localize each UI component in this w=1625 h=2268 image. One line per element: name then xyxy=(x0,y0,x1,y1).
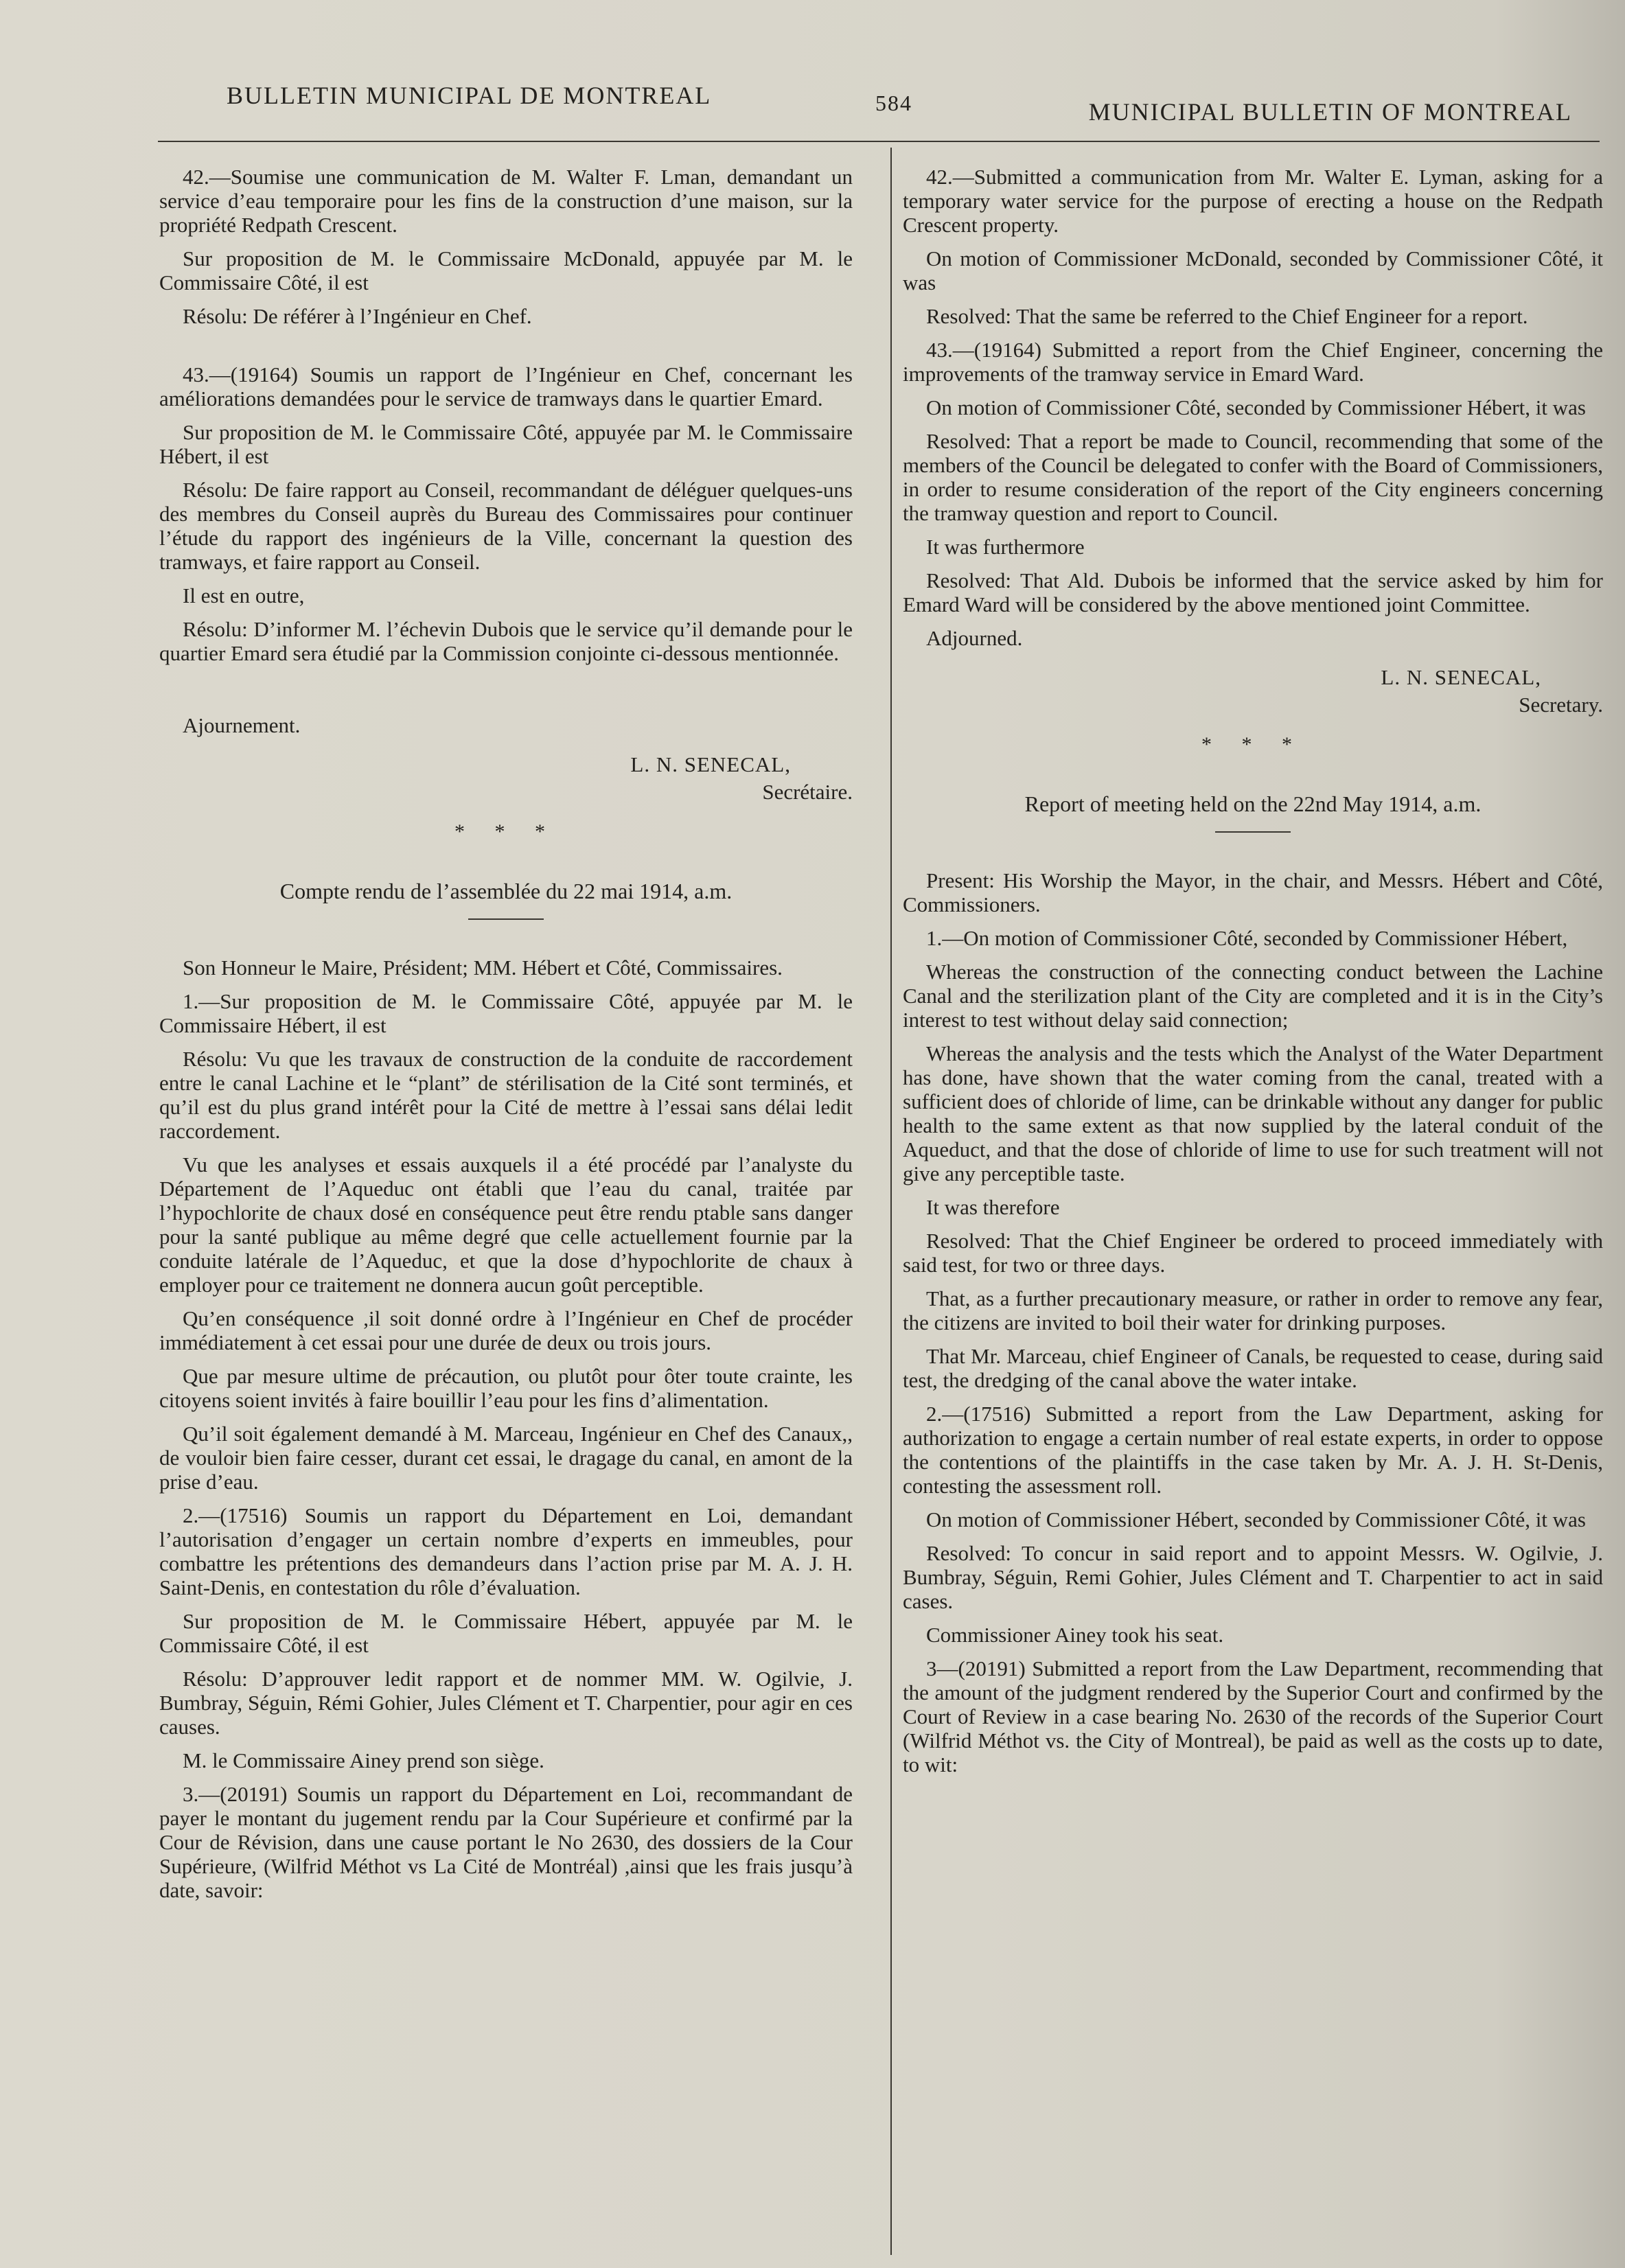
fr-signature-name: L. N. SENECAL, xyxy=(630,752,791,776)
fr-order-engineer: Qu’en conséquence ,il soit donné ordre à l’Ingénieur en Chef de procéder immédiatement à cet essai pour une durée de deux ou trois jours. xyxy=(159,1306,853,1354)
en-resolution-1: Resolved: That the Chief Engineer be ordered to proceed immediately with said test, for two or three days. xyxy=(903,1229,1603,1277)
en-signature-name: L. N. SENECAL, xyxy=(1381,665,1541,689)
en-whereas-construction: Whereas the construction of the connecting conduct between the Lachine Canal and the sterilization plant of the City are completed and it is in the City’s interest to test without delay said connection; xyxy=(903,960,1603,1032)
en-signature xyxy=(903,664,1603,719)
en-whereas-analysis: Whereas the analysis and the tests which the Analyst of the Water Department has done, have shown that the water coming from the canal, treated with a sufficient does of chloride of lime, can be drinkable without any danger for public health to the same extent as that now supplied by the lateral conduit of the Aqueduct, and that the dose of chloride of lime to use for such treatment will not give any perceptible taste. xyxy=(903,1041,1603,1185)
fr-item-42: 42.—Soumise une communication de M. Walter F. Lman, demandant un service d’eau temporaire pour les fins de la construction d’une maison, sur la propriété Redpath Crescent. xyxy=(159,165,853,237)
header-rule xyxy=(158,141,1600,142)
fr-present: Son Honneur le Maire, Président; MM. Hébert et Côté, Commissaires. xyxy=(183,956,783,980)
fr-motion-42: Sur proposition de M. le Commissaire McDonald, appuyée par M. le Commissaire Côté, il est xyxy=(159,246,853,294)
fr-title-rule xyxy=(468,918,544,920)
fr-dredging: Qu’il soit également demandé à M. Marceau, Ingénieur en Chef des Canaux,, de vouloir bien faire cesser, durant cet essai, le dragage du canal, en amont de la prise d’eau. xyxy=(159,1422,853,1494)
header-french-title: BULLETIN MUNICIPAL DE MONTREAL xyxy=(227,82,712,109)
en-item-2: 2.—(17516) Submitted a report from the Law Department, asking for authorization to engage a certain number of real estate experts, in order to oppose the contentions of the plaintiffs in the case taken by Mr. A. J. H. St-Denis, contesting the assessment roll. xyxy=(903,1402,1603,1498)
en-report-title: Report of meeting held on the 22nd May 1914, a.m. xyxy=(1024,791,1482,816)
en-adjournment: Adjourned. xyxy=(926,626,1023,650)
fr-separator-stars: * * * xyxy=(454,820,557,843)
fr-resolution-43b: Résolu: D’informer M. l’échevin Dubois que le service qu’il demande pour le quartier Emard sera étudié par la Commission conjointe ci-dessous mentionnée. xyxy=(159,617,853,665)
header-english-title: MUNICIPAL BULLETIN OF MONTREAL xyxy=(1088,98,1572,126)
fr-signature xyxy=(159,751,853,806)
en-separator-stars: * * * xyxy=(1201,733,1304,756)
column-divider xyxy=(890,148,892,2255)
en-dredging: That Mr. Marceau, chief Engineer of Canals, be requested to cease, during said test, the dredging of the canal above the water intake. xyxy=(903,1344,1603,1392)
en-title-rule xyxy=(1215,831,1291,833)
page-header xyxy=(227,81,1572,136)
en-motion-43: On motion of Commissioner Côté, seconded by Commissioner Hébert, it was xyxy=(926,395,1586,419)
en-furthermore: It was furthermore xyxy=(926,535,1085,559)
fr-adjournment: Ajournement. xyxy=(183,713,301,737)
english-column xyxy=(903,165,1603,1786)
page-number: 584 xyxy=(875,91,912,115)
en-motion-42: On motion of Commissioner McDonald, seconded by Commissioner Côté, it was xyxy=(903,246,1603,294)
fr-furthermore: Il est en outre, xyxy=(183,583,305,608)
en-resolution-2: Resolved: To concur in said report and to appoint Messrs. W. Ogilvie, J. Bumbray, Séguin, Remi Gohier, Jules Clément and T. Charpentier to act in said cases. xyxy=(903,1541,1603,1613)
fr-item-2: 2.—(17516) Soumis un rapport du Département en Loi, demandant l’autorisation d’engager un certain nombre d’experts en immeubles, pour combattre les prétentions des demandeurs dans l’action prise par M. A. J. H. Saint-Denis, en contestation du rôle d’évaluation. xyxy=(159,1503,853,1599)
en-resolution-43: Resolved: That a report be made to Council, recommending that some of the members of the Council be delegated to confer with the Board of Commissioners, in order to resume consideration of the report of the City engineers concerning the tramway question and report to Council. xyxy=(903,429,1603,525)
en-item-3: 3—(20191) Submitted a report from the Law Department, recommending that the amount of the judgment rendered by the Superior Court and confirmed by the Court of Review in a case bearing No. 2630 of the records of the Superior Court (Wilfrid Méthot vs. the City of Montreal), be paid as well as the costs up to date, to wit: xyxy=(903,1656,1603,1777)
en-motion-2: On motion of Commissioner Hébert, seconded by Commissioner Côté, it was xyxy=(926,1507,1586,1531)
fr-ainey-seat: M. le Commissaire Ainey prend son siège. xyxy=(183,1748,544,1772)
en-item-43: 43.—(19164) Submitted a report from the Chief Engineer, concerning the improvements of the tramway service in Emard Ward. xyxy=(903,338,1603,386)
en-precaution: That, as a further precautionary measure, or rather in order to remove any fear, the citizens are invited to boil their water for drinking purposes. xyxy=(903,1286,1603,1334)
en-signature-title: Secretary. xyxy=(1519,693,1603,717)
fr-precaution: Que par mesure ultime de précaution, ou plutôt pour ôter toute crainte, les citoyens soient invités à faire bouillir l’eau pour les fins d’alimentation. xyxy=(159,1364,853,1412)
en-resolution-42: Resolved: That the same be referred to the Chief Engineer for a report. xyxy=(926,304,1528,328)
fr-whereas-analysis: Vu que les analyses et essais auxquels il a été procédé par l’analyste du Département de l’Aqueduc ont établi que l’eau du canal, traitée par l’hypochlorite de chaux dosé en conséquence peut être rendu ptable sans danger pour la santé publique au même degré que celle actuellement fournie par la conduite latérale de l’Aqueduc, et que la dose d’hypochlorite de chaux à employer pour ce traitement ne donnera aucun goût perceptible. xyxy=(159,1153,853,1297)
fr-motion-2: Sur proposition de M. le Commissaire Hébert, appuyée par M. le Commissaire Côté, il est xyxy=(159,1609,853,1657)
french-column xyxy=(159,165,853,1912)
fr-resolution-2: Résolu: D’approuver ledit rapport et de nommer MM. W. Ogilvie, J. Bumbray, Séguin, Rémi Gohier, Jules Clément et T. Charpentier, pour agir en ces causes. xyxy=(159,1667,853,1739)
en-therefore: It was therefore xyxy=(926,1195,1060,1219)
fr-item-43: 43.—(19164) Soumis un rapport de l’Ingénieur en Chef, concernant les améliorations demandées pour le service de tramways dans le quartier Emard. xyxy=(159,362,853,410)
fr-resolution-42: Résolu: De référer à l’Ingénieur en Chef. xyxy=(183,304,532,328)
en-present: Present: His Worship the Mayor, in the chair, and Messrs. Hébert and Côté, Commissioners. xyxy=(903,868,1603,916)
en-resolution-43b: Resolved: That Ald. Dubois be informed that the service asked by him for Emard Ward will be considered by the above mentioned joint Committee. xyxy=(903,568,1603,616)
fr-resolution-43: Résolu: De faire rapport au Conseil, recommandant de déléguer quelques-uns des membres du Conseil auprès du Bureau des Commissaires pour continuer l’étude du rapport des ingénieurs de la Ville, concernant la question des tramways, et faire rapport au Conseil. xyxy=(159,478,853,574)
fr-motion-43: Sur proposition de M. le Commissaire Côté, appuyée par M. le Commissaire Hébert, il est xyxy=(159,420,853,468)
fr-signature-title: Secrétaire. xyxy=(762,780,853,804)
fr-item-3: 3.—(20191) Soumis un rapport du Département en Loi, recommandant de payer le montant du jugement rendu par la Cour Supérieure et confirmé par la Cour de Révision, dans une cause portant le No 2630, des dossiers de la Cour Supérieure, (Wilfrid Méthot vs La Cité de Montréal) ,ainsi que les frais jusqu’à date, savoir: xyxy=(159,1782,853,1902)
fr-motion-1: 1.—Sur proposition de M. le Commissaire Côté, appuyée par M. le Commissaire Hébert, il est xyxy=(159,989,853,1037)
fr-report-title: Compte rendu de l’assemblée du 22 mai 1914, a.m. xyxy=(279,879,733,903)
en-motion-1: 1.—On motion of Commissioner Côté, seconded by Commissioner Hébert, xyxy=(926,926,1568,950)
en-item-42: 42.—Submitted a communication from Mr. Walter E. Lyman, asking for a temporary water service for the purpose of erecting a house on the Redpath Crescent property. xyxy=(903,165,1603,237)
en-ainey-seat: Commissioner Ainey took his seat. xyxy=(926,1623,1224,1647)
fr-resolution-1: Résolu: Vu que les travaux de construction de la conduite de raccordement entre le canal Lachine et le “plant” de stérilisation de la Cité sont terminés, et qu’il est du plus grand intérêt pour la Cité de mettre à l’essai sans délai ledit raccordement. xyxy=(159,1047,853,1143)
